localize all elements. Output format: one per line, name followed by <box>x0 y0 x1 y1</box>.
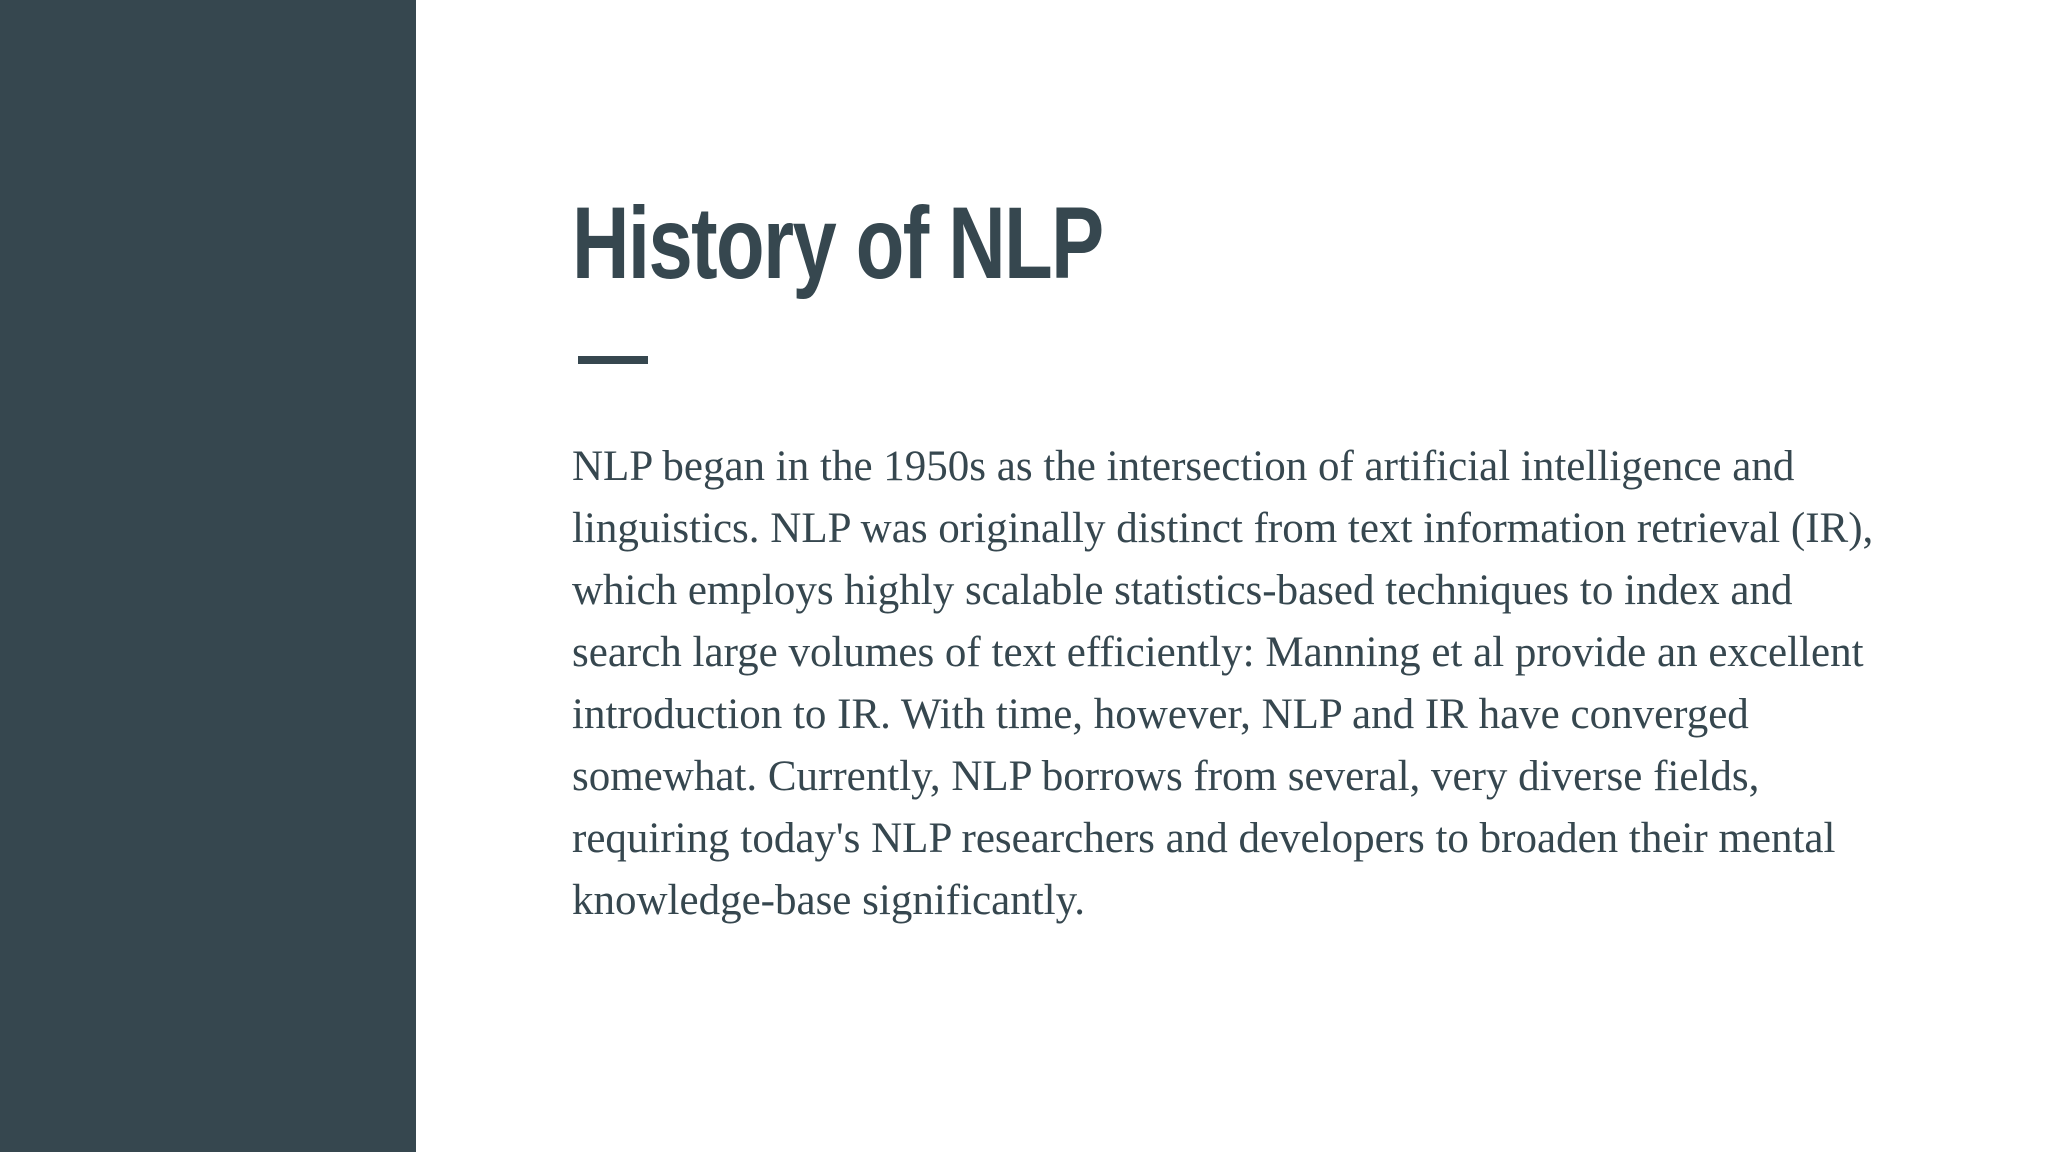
title-accent-bar <box>578 356 648 364</box>
slide-body-text: NLP began in the 1950s as the intersection of artificial intelligence and linguistics. NLP was originally distinct from text information retrieval (IR), which employs highly scalable statistics-based techniques to index and search large volumes of text efficiently: Manning et al provide an excellent introduction to IR. With time, however, NLP and IR have converged somewhat. Currently, NLP borrows from several, very diverse fields, requiring today's NLP researchers and developers to broaden their mental knowledge-base significantly. <box>572 443 1874 924</box>
side-panel <box>0 0 416 1152</box>
slide-title: History of NLP <box>572 186 1103 300</box>
